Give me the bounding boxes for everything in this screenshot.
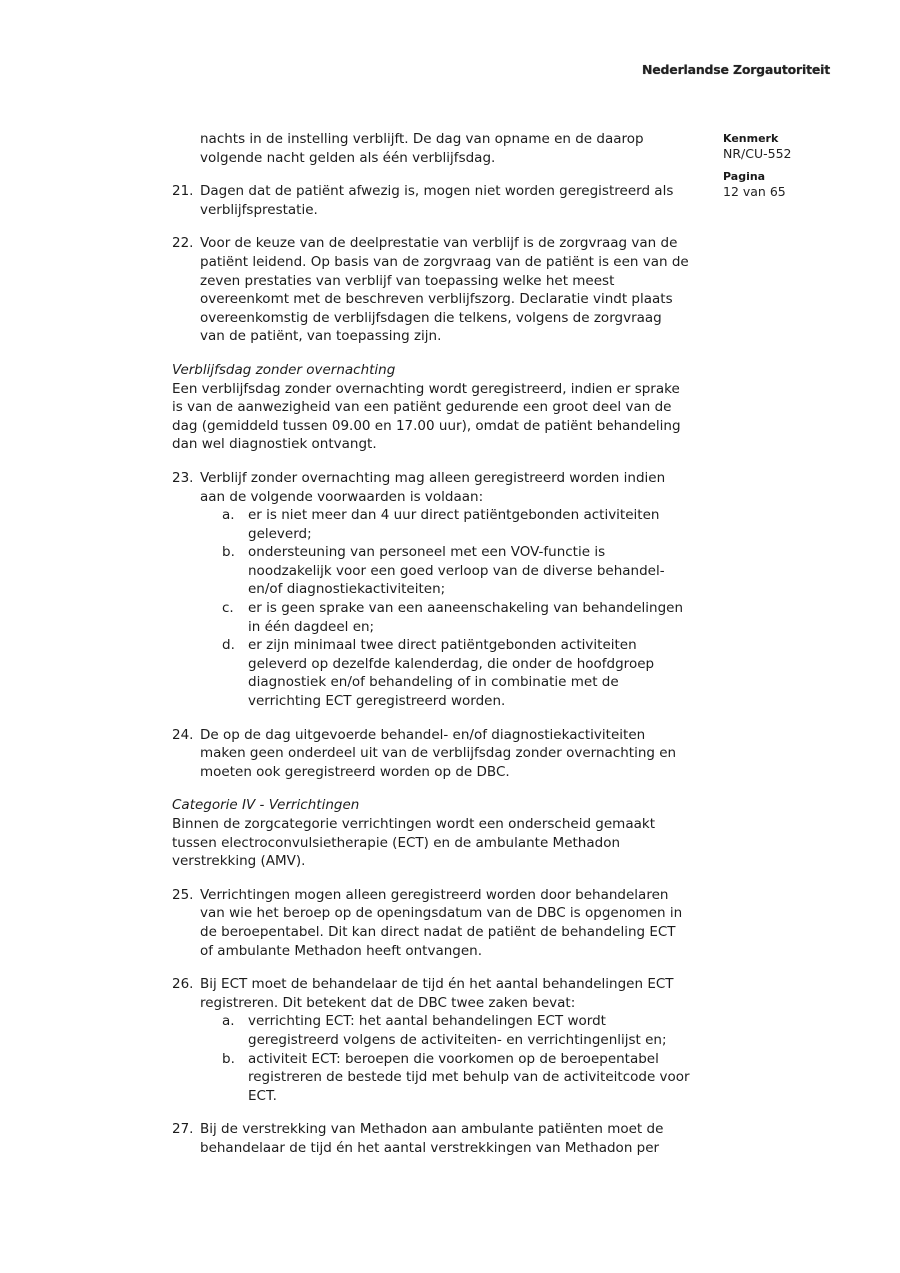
item-text: Verrichtingen mogen alleen geregistreerd worden door behandelaren van wie het beroep op de openingsdatum van de DBC is opgenomen in de beroepentabel. Dit kan direct nadat de patiënt de behandeling ECT of ambulante Methadon heeft ontvangen. <box>200 886 683 959</box>
pagina-label: Pagina <box>723 170 766 183</box>
sub-item-23d <box>200 636 690 710</box>
list-item-21 <box>172 182 690 219</box>
item-number: 21. <box>172 183 194 200</box>
item-number: 22. <box>172 235 194 252</box>
item-number: 23. <box>172 469 194 486</box>
sub-item-text: er is geen sprake van een aaneenschakeling van behandelingen in één dagdeel en; <box>248 600 684 635</box>
list-item-27 <box>172 1120 690 1157</box>
list-item-24 <box>172 726 690 782</box>
sub-item-26a <box>200 1012 690 1049</box>
list-item-26 <box>172 975 690 1105</box>
sub-item-letter: a. <box>222 1013 235 1030</box>
sub-item-letter: c. <box>222 600 234 617</box>
list-item-22 <box>172 234 690 346</box>
sub-item-text: activiteit ECT: beroepen die voorkomen op de beroepentabel registreren de bestede tijd met behulp van de activiteitcode voor ECT. <box>248 1050 690 1104</box>
list-item-25 <box>172 886 690 960</box>
sub-item-text: verrichting ECT: het aantal behandelingen ECT wordt geregistreerd volgens de activiteiten- en verrichtingenlijst en; <box>248 1013 667 1048</box>
section-paragraph: Een verblijfsdag zonder overnachting wordt geregistreerd, indien er sprake is van de aanwezigheid van een patiënt gedurende een groot deel van de dag (gemiddeld tussen 09.00 en 17.00 uur), omdat de patiënt behandeling dan wel diagnostiek ontvangt. <box>172 380 681 453</box>
body-text-column <box>172 130 690 1173</box>
sub-item-letter: d. <box>222 637 235 654</box>
item-number: 25. <box>172 886 194 903</box>
sub-item-letter: b. <box>222 1050 235 1067</box>
kenmerk-label: Kenmerk <box>723 132 779 145</box>
section-verblijfsdag <box>172 361 690 454</box>
section-heading: Categorie IV - Verrichtingen <box>172 797 360 814</box>
item-number: 24. <box>172 726 194 743</box>
sub-item-23b <box>200 543 690 599</box>
item-text: Bij de verstrekking van Methadon aan ambulante patiënten moet de behandelaar de tijd én het aantal verstrekkingen van Methadon per <box>200 1121 664 1156</box>
item-text: Dagen dat de patiënt afwezig is, mogen niet worden geregistreerd als verblijfsprestatie. <box>200 183 674 218</box>
item-number: 26. <box>172 976 194 993</box>
list-item-23 <box>172 469 690 711</box>
paragraph-continuation: nachts in de instelling verblijft. De dag van opname en de daarop volgende nacht gelden als één verblijfsdag. <box>200 131 644 166</box>
item-text: Verblijf zonder overnachting mag alleen geregistreerd worden indien aan de volgende voorwaarden is voldaan: <box>200 469 666 505</box>
section-heading: Verblijfsdag zonder overnachting <box>172 361 396 378</box>
kenmerk-value: NR/CU-552 <box>723 146 792 161</box>
item-text: Voor de keuze van de deelprestatie van verblijf is de zorgvraag van de patiënt leidend. Op basis van de zorgvraag van de patiënt is een van de zeven prestaties van verblijf van toepassing welke het meest overeenkomt met de beschreven verblijfszorg. Declaratie vindt plaats overeenkomstig de verblijfsdagen die telkens, volgens de zorgvraag van de patiënt, van toepassing zijn. <box>200 235 689 345</box>
sub-item-letter: b. <box>222 544 235 561</box>
item-text: De op de dag uitgevoerde behandel- en/of diagnostiekactiviteiten maken geen onderdeel uit van de verblijfsdag zonder overnachting en moeten ook geregistreerd worden op de DBC. <box>200 726 677 780</box>
sub-item-23a <box>200 506 690 543</box>
sub-item-text: ondersteuning van personeel met een VOV-functie is noodzakelijk voor een goed verloop van de diverse behandel- en/of diagnostiekactiviteiten; <box>248 544 665 598</box>
sub-item-23c <box>200 599 690 636</box>
organization-logo: Nederlandse Zorgautoriteit <box>642 62 830 77</box>
section-categorie-iv <box>172 796 690 870</box>
document-meta <box>723 131 873 207</box>
item-text: Bij ECT moet de behandelaar de tijd én het aantal behandelingen ECT registreren. Dit betekent dat de DBC twee zaken bevat: <box>200 976 674 1011</box>
sub-item-text: er is niet meer dan 4 uur direct patiëntgebonden activiteiten geleverd; <box>248 507 660 542</box>
sub-item-text: er zijn minimaal twee direct patiëntgebonden activiteiten geleverd op dezelfde kalenderdag, die onder de hoofdgroep diagnostiek en/of behandeling of in combinatie met de verrichting ECT geregistreerd worden. <box>248 637 655 710</box>
section-paragraph: Binnen de zorgcategorie verrichtingen wordt een onderscheid gemaakt tussen electroconvulsietherapie (ECT) en de ambulante Methadon verstrekking (AMV). <box>172 816 655 870</box>
item-number: 27. <box>172 1121 194 1138</box>
pagina-value: 12 van 65 <box>723 184 786 199</box>
sub-item-letter: a. <box>222 507 235 524</box>
sub-item-26b <box>200 1050 690 1106</box>
